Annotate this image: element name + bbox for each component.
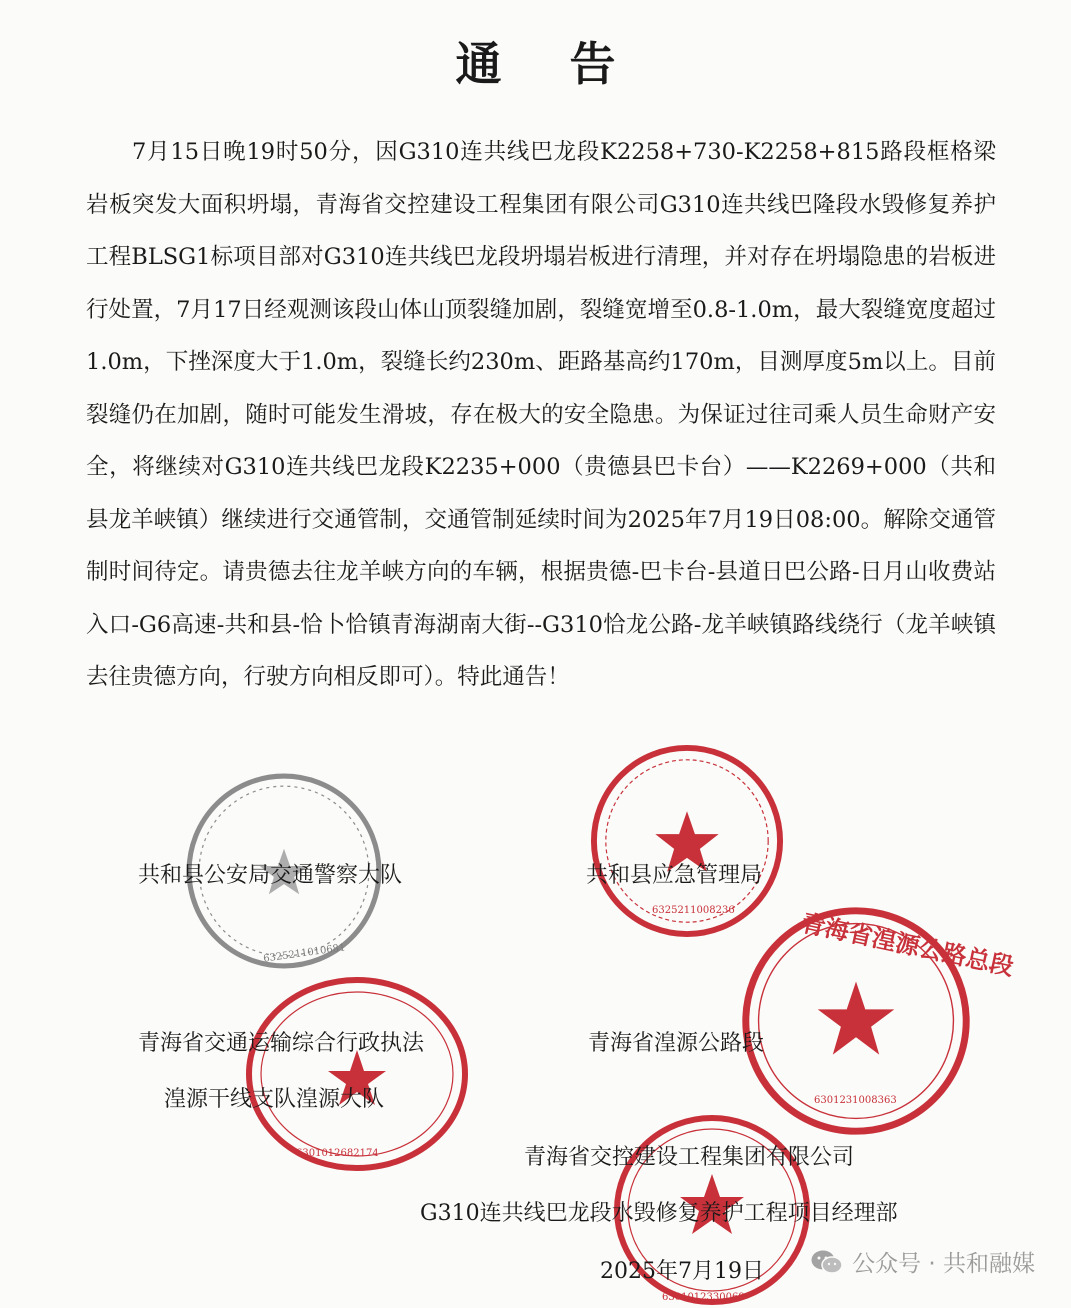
signature-company-line1: 青海省交控建设工程集团有限公司 xyxy=(524,1145,855,1170)
signature-company-line2: G310连共线巴龙段水毁修复养护工程项目经理部 xyxy=(420,1201,898,1226)
seal-number: 6301231008363 xyxy=(814,1095,897,1106)
signature-transport-line2: 湟源干线支队湟源大队 xyxy=(164,1087,385,1112)
wechat-icon xyxy=(810,1249,844,1275)
signature-date: 2025年7月19日 xyxy=(600,1259,764,1284)
seal-number: 6325211008236 xyxy=(652,905,735,916)
seal-number: 6301012682174 xyxy=(296,1148,379,1159)
transport-seal xyxy=(244,975,470,1173)
signature-emergency: 共和县应急管理局 xyxy=(586,863,763,888)
watermark-text: 公众号 · 共和融媒 xyxy=(852,1251,1035,1277)
notice-body: 7月15日晚19时50分，因G310连共线巴龙段K2258+730-K2258+815路段框格梁岩板突发大面积坍塌，青海省交控建设工程集团有限公司G310连共线巴隆段水毁修复养护工程BLSG1标项目部对G310连共线巴龙段坍塌岩板进行清理，并对存在坍塌隐患的岩板进行处置，7月17日经观测该段山体山顶裂缝加剧，裂缝宽增至0.8-1.0m，最大裂缝宽度超过1.0m，下挫深度大于1.0m，裂缝长约230m、距路基高约170m，目测厚度5m以上。目前裂缝仍在加剧，随时可能发生滑坡，存在极大的安全隐患。为保证过往司乘人员生命财产安全，将继续对G310连共线巴龙段K2235+000（贵德县巴卡台）——K2269+000（共和县龙羊峡镇）继续进行交通管制，交通管制延续时间为2025年7月19日08:00。解除交通管制时间待定。请贵德去往龙羊峡方向的车辆，根据贵德-巴卡台-县道日巴公路-日月山收费站入口-G6高速-共和县-恰卜恰镇青海湖南大街--G310恰龙公路-龙羊峡镇路线绕行（龙羊峡镇去往贵德方向，行驶方向相反即可）。特此通告！ xyxy=(86,139,996,690)
seal-number: 6301012330069 xyxy=(662,1292,745,1303)
signature-police: 共和县公安局交通警察大队 xyxy=(138,863,403,888)
wechat-watermark xyxy=(810,1245,1035,1278)
signature-transport-line1: 青海省交通运输综合行政执法 xyxy=(138,1031,425,1056)
signature-highway: 青海省湟源公路段 xyxy=(588,1031,765,1056)
seal-name: 青海省湟源公路总段 xyxy=(798,907,1017,982)
seal-number: 6325211010681 xyxy=(262,942,347,965)
notice-title: 通告 xyxy=(455,37,684,91)
